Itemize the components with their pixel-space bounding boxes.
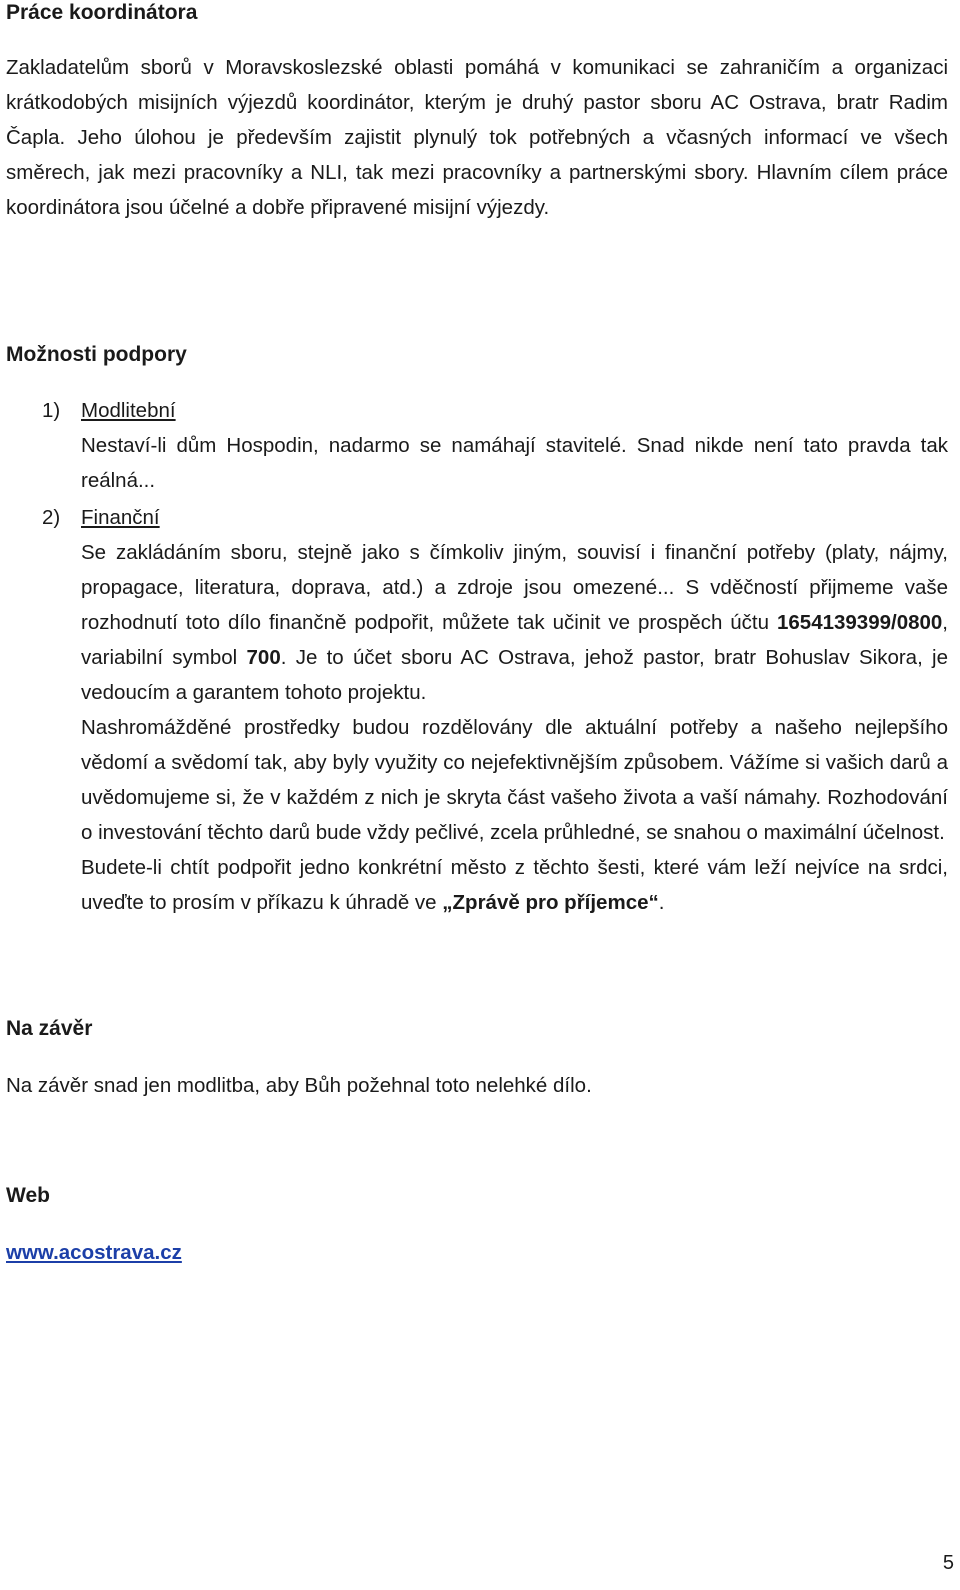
support-item-paragraph-3: Budete-li chtít podpořit jedno konkrétní město z těchto šesti, které vám leží nejvíce na srdci, uveďte to prosím v příkazu k úhradě ve „Zprávě pro příjemce“. — [81, 856, 948, 914]
account-number: 1654139399/0800 — [776, 611, 943, 634]
list-number: 1) — [42, 399, 61, 422]
payment-note-label: „Zprávě pro příjemce“ — [442, 891, 659, 914]
variable-symbol: 700 — [246, 646, 281, 669]
closing-paragraph: Na závěr snad jen modlitba, aby Bůh požehnal toto nelehké dílo. — [6, 1074, 592, 1097]
support-item-text: Nestaví-li dům Hospodin, nadarmo se namáhají stavitelé. Snad nikde není tato pravda tak reálná... — [81, 434, 948, 492]
section-title-support: Možnosti podpory — [6, 343, 187, 366]
support-item-prayer — [6, 393, 948, 498]
list-number: 2) — [42, 506, 61, 529]
support-item-title: Modlitební — [81, 399, 176, 422]
support-item-financial — [6, 500, 948, 920]
support-item-title: Finanční — [81, 506, 160, 529]
support-item-text: Se zakládáním sboru, stejně jako s čímkoliv jiným, souvisí i finanční potřeby (platy, nájmy, propagace, literatura, doprava, atd.) a zdroje jsou omezené... S vděčností přijmeme vaše rozhodnutí toto dílo finančně podpořit, můžete tak učinit ve prospěch účtu 1654139399/0800, variabilní symbol 700. Je to účet sboru AC Ostrava, jehož pastor, bratr Bohuslav Sikora, je vedoucím a garantem tohoto projektu. — [81, 541, 948, 704]
coordinator-paragraph: Zakladatelům sborů v Moravskoslezské oblasti pomáhá v komunikaci se zahraničím a organizaci krátkodobých misijních výjezdů koordinátor, kterým je druhý pastor sboru AC Ostrava, bratr Radim Čapla. Jeho úlohou je především zajistit plynulý tok potřebných a včasných informací ve všech směrech, jak mezi pracovníky a NLI, tak mezi pracovníky a partnerskými sbory. Hlavním cílem práce koordinátora jsou účelné a dobře připravené misijní výjezdy. — [6, 56, 948, 219]
page-number: 5 — [942, 1552, 954, 1574]
website-link[interactable]: www.acostrava.cz — [6, 1241, 182, 1264]
support-item-paragraph-2: Nashromážděné prostředky budou rozdělovány dle aktuální potřeby a našeho nejlepšího vědomí a svědomí tak, aby byly využity co nejefektivnějším způsobem. Vážíme si vašich darů a uvědomujeme si, že v každém z nich je skryta část vašeho života a vaší námahy. Rozhodování o investování těchto darů bude vždy pečlivé, zcela průhledné, se snahou o maximální účelnost. — [81, 716, 948, 844]
section-title-coordinator: Práce koordinátora — [6, 1, 198, 24]
section-title-web: Web — [6, 1184, 50, 1207]
section-title-closing: Na závěr — [6, 1017, 93, 1040]
